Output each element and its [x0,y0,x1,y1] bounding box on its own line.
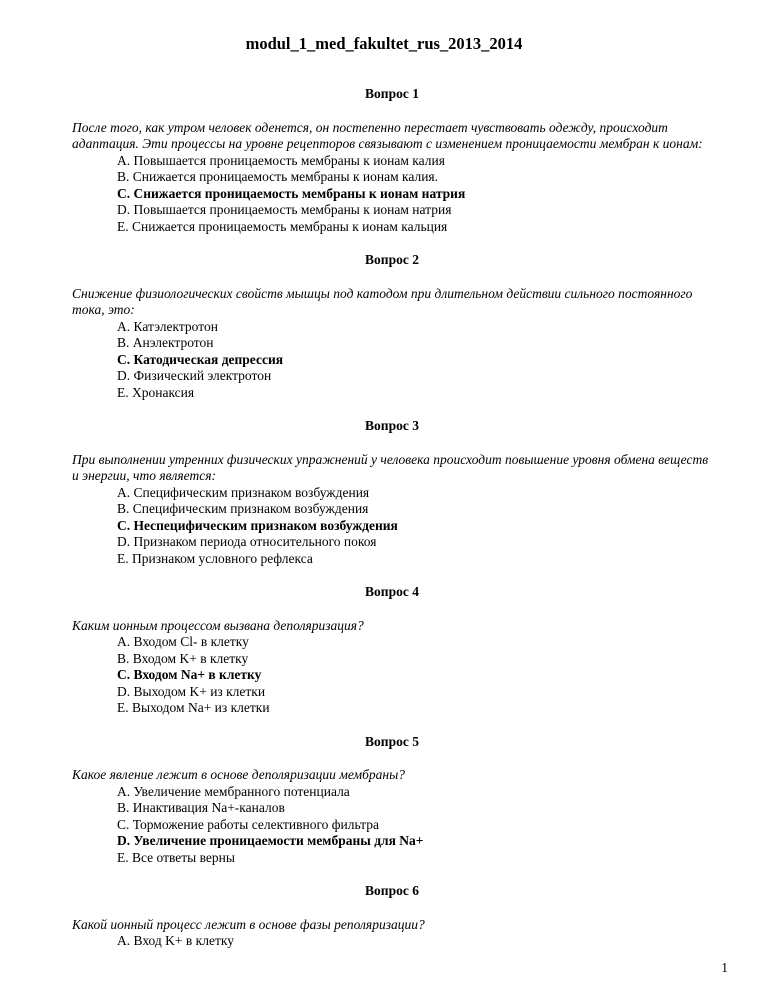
answer-option: C. Торможение работы селективного фильтра [117,816,379,832]
answer-option: E. Признаком условного рефлекса [117,550,313,566]
answer-option-correct: C. Катодическая депрессия [117,351,284,367]
answer-option: E. Все ответы верны [117,849,235,865]
question-heading: Вопрос 4 [365,584,419,599]
question-text: Снижение физиологических свойств мышцы под катодом при длительном действии сильного постоянного тока, это: [72,285,693,317]
answer-option: E. Хронаксия [117,384,195,400]
answer-options [72,485,712,568]
answer-option: A. Увеличение мембранного потенциала [117,783,350,799]
answer-option: D. Признаком периода относительного покоя [117,534,377,549]
answer-option-correct: C. Входом Na+ в клетку [117,667,262,682]
question-text: При выполнении утренних физических упражнений у человека происходит повышение уровня обмена веществ и энергии, что является: [72,451,709,483]
question-block [72,418,712,567]
question-block [72,252,712,401]
answer-option: A. Катэлектротон [117,318,218,334]
answer-option: B. Анэлектротон [117,335,214,350]
question-heading: Вопрос 1 [365,86,419,101]
answer-option: D. Физический электротон [117,368,272,383]
answer-options [72,933,712,950]
question-heading: Вопрос 6 [365,883,419,898]
answer-options [72,634,712,717]
answer-option: B. Снижается проницаемость мембраны к ионам калия. [117,169,439,184]
answer-option: D. Выходом K+ из клетки [117,683,266,699]
question-text: Каким ионным процессом вызвана деполяризация? [72,617,364,633]
answer-option-correct: C. Снижается проницаемость мембраны к ионам натрия [117,185,466,201]
question-block [72,734,712,867]
question-heading: Вопрос 5 [365,733,419,749]
question-block [72,584,712,717]
answer-option: E. Выходом Na+ из клетки [117,700,270,715]
answer-option: B. Инактивация Na+-каналов [117,800,285,815]
answer-option: D. Повышается проницаемость мембраны к ионам натрия [117,202,452,217]
answer-option-correct: D. Увеличение проницаемости мембраны для Na+ [117,833,424,848]
answer-option-correct: C. Неспецифическим признаком возбуждения [117,517,398,533]
question-block [72,883,712,950]
question-text: Какой ионный процесс лежит в основе фазы реполяризации? [72,916,425,932]
question-heading: Вопрос 3 [365,418,419,433]
answer-option: A. Повышается проницаемость мембраны к ионам калия [117,152,445,168]
page-number: 1 [721,960,728,975]
answer-option: B. Входом K+ в клетку [117,650,249,666]
answer-options [72,784,712,867]
answer-option: E. Снижается проницаемость мембраны к ионам кальция [117,218,448,234]
question-text: После того, как утром человек оденется, он постепенно перестает чувствовать одежду, происходит адаптация. Эти процессы на уровне рецепторов связывают с изменением проницаемости мембран к ионам: [72,119,703,151]
answer-options [72,153,712,236]
answer-option: B. Специфическим признаком возбуждения [117,501,369,516]
question-heading: Вопрос 2 [365,252,419,267]
page-title: modul_1_med_fakultet_rus_2013_2014 [245,34,523,53]
answer-options [72,319,712,402]
answer-option: A. Вход K+ в клетку [117,933,234,948]
question-list [72,86,712,967]
answer-option: A. Входом Cl- в клетку [117,634,249,649]
answer-option: A. Специфическим признаком возбуждения [117,484,370,500]
question-text: Какое явление лежит в основе деполяризации мембраны? [72,767,405,782]
question-block [72,86,712,235]
